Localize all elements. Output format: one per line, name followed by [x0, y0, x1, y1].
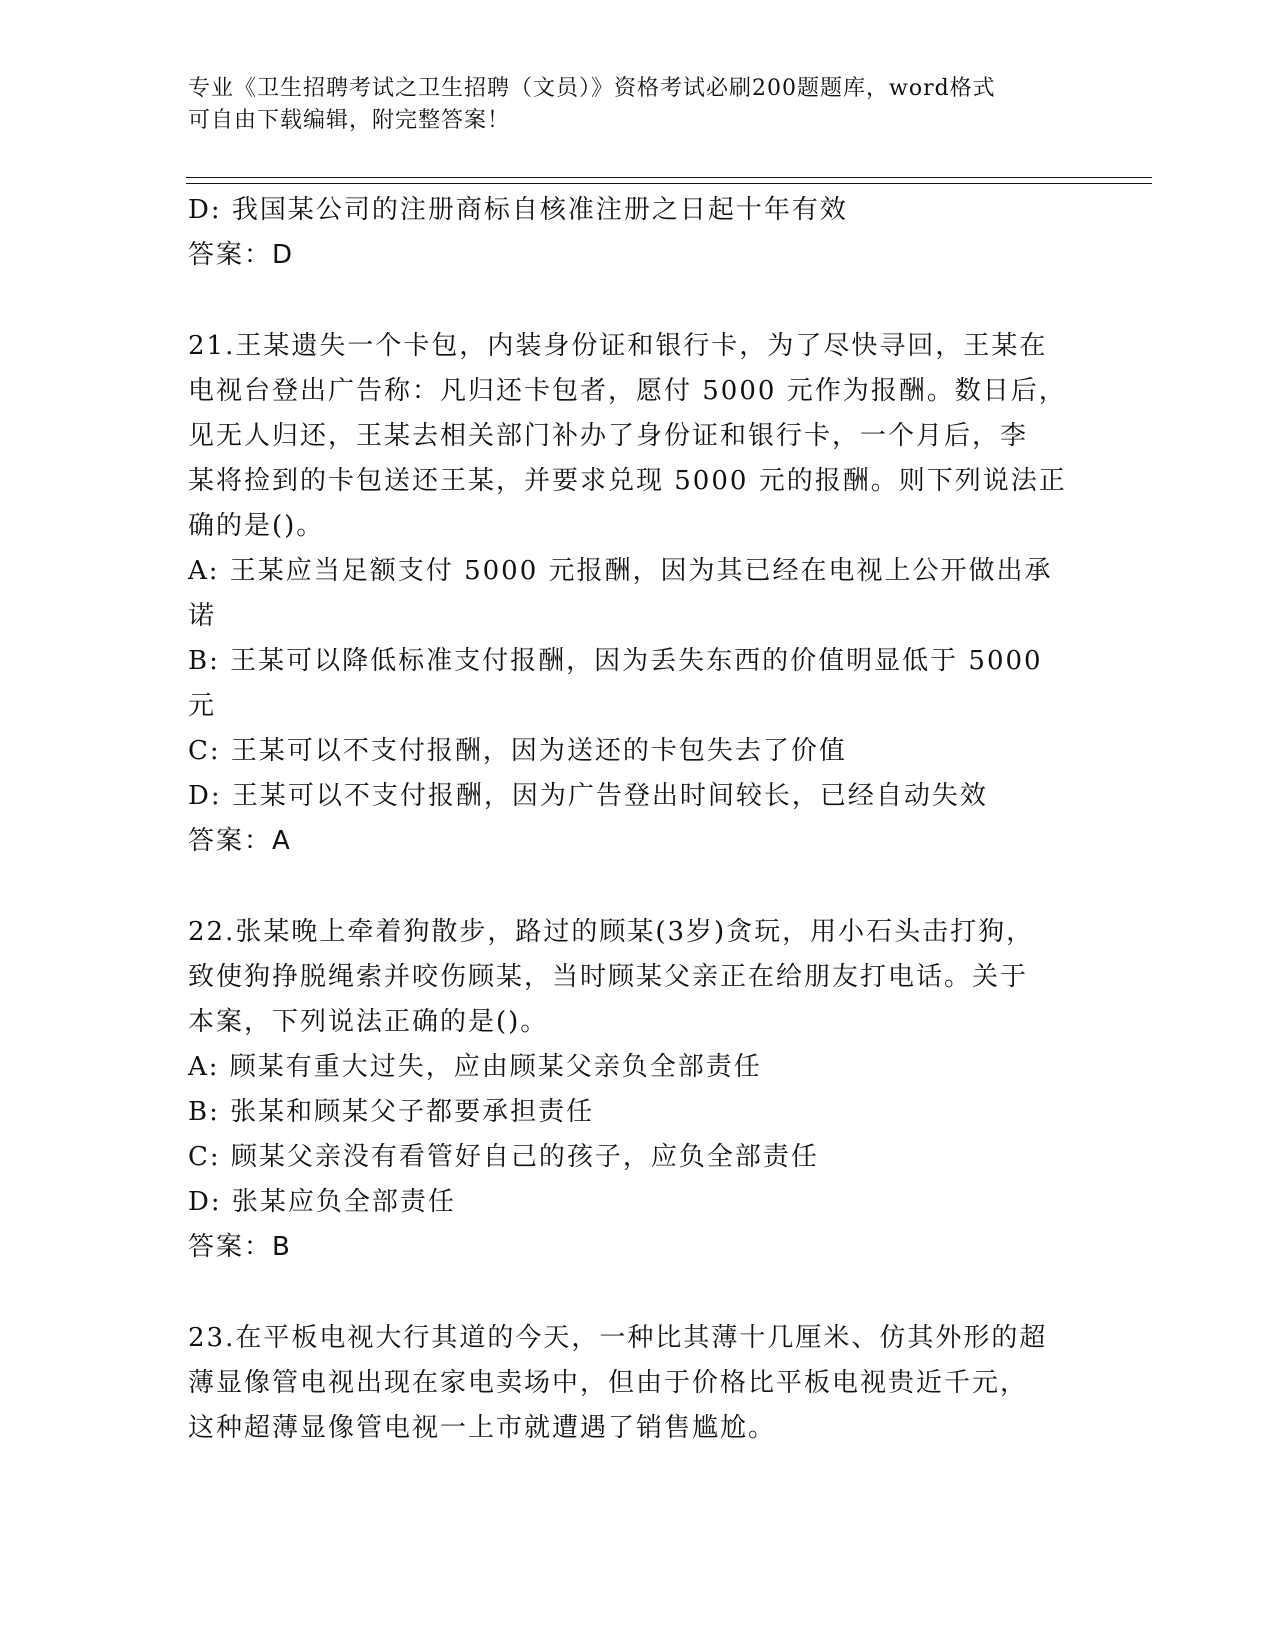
document-body — [188, 188, 1068, 1451]
document-header — [188, 73, 1068, 137]
question-21-stem-line: 见无人归还，王某去相关部门补办了身份证和银行卡，一个月后，李 — [188, 421, 1029, 451]
question-23 — [188, 1316, 1068, 1451]
question-22-option-c: C: 顾某父亲没有看管好自己的孩子，应负全部责任 — [188, 1142, 819, 1172]
question-21-option-c: C: 王某可以不支付报酬，因为送还的卡包失去了价值 — [188, 736, 847, 766]
spacer — [188, 864, 1068, 910]
question-21-option-b-cont: 元 — [188, 691, 217, 721]
question-21-option-a-cont: 诺 — [188, 601, 217, 631]
previous-answer: 答案：D — [188, 240, 295, 270]
header-rule-bottom — [186, 183, 1152, 184]
question-21-stem-line: 确的是()。 — [188, 511, 325, 541]
question-23-stem-line: 薄显像管电视出现在家电卖场中，但由于价格比平板电视贵近千元， — [188, 1368, 1029, 1398]
spacer — [188, 1270, 1068, 1316]
question-21-answer: 答案：A — [188, 826, 292, 856]
question-22-stem-line: 本案，下列说法正确的是()。 — [188, 1007, 549, 1037]
question-22-stem-line: 致使狗挣脱绳索并咬伤顾某，当时顾某父亲正在给朋友打电话。关于 — [188, 962, 1029, 992]
question-21-option-b: B: 王某可以降低标准支付报酬，因为丢失东西的价值明显低于 5000 — [188, 646, 1043, 676]
question-22-option-d: D: 张某应负全部责任 — [188, 1187, 456, 1217]
question-22-option-a: A: 顾某有重大过失，应由顾某父亲负全部责任 — [188, 1052, 762, 1082]
question-23-stem-line: 这种超薄显像管电视一上市就遭遇了销售尴尬。 — [188, 1413, 777, 1443]
question-22-option-b: B: 张某和顾某父子都要承担责任 — [188, 1097, 595, 1127]
question-22 — [188, 910, 1068, 1270]
header-line-2: 可自由下载编辑，附完整答案！ — [188, 108, 511, 133]
spacer — [188, 278, 1068, 324]
question-21-stem-line: 21.王某遗失一个卡包，内装身份证和银行卡，为了尽快寻回，王某在 — [188, 331, 1048, 361]
header-line-1: 专业《卫生招聘考试之卫生招聘（文员）》资格考试必刷200题题库，word格式 — [188, 76, 996, 101]
previous-option-d: D: 我国某公司的注册商标自核准注册之日起十年有效 — [188, 195, 848, 225]
question-21-stem-line: 电视台登出广告称：凡归还卡包者，愿付 5000 元作为报酬。数日后， — [188, 376, 1067, 406]
question-23-stem-line: 23.在平板电视大行其道的今天，一种比其薄十几厘米、仿其外形的超 — [188, 1323, 1048, 1353]
question-21-stem-line: 某将捡到的卡包送还王某，并要求兑现 5000 元的报酬。则下列说法正 — [188, 466, 1067, 496]
question-21-option-d: D: 王某可以不支付报酬，因为广告登出时间较长，已经自动失效 — [188, 781, 988, 811]
header-rule-top — [186, 177, 1152, 178]
question-21 — [188, 324, 1068, 864]
question-22-stem-line: 22.张某晚上牵着狗散步，路过的顾某(3岁)贪玩，用小石头击打狗， — [188, 917, 1035, 947]
question-21-option-a: A: 王某应当足额支付 5000 元报酬，因为其已经在电视上公开做出承 — [188, 556, 1053, 586]
question-22-answer: 答案：B — [188, 1232, 292, 1262]
